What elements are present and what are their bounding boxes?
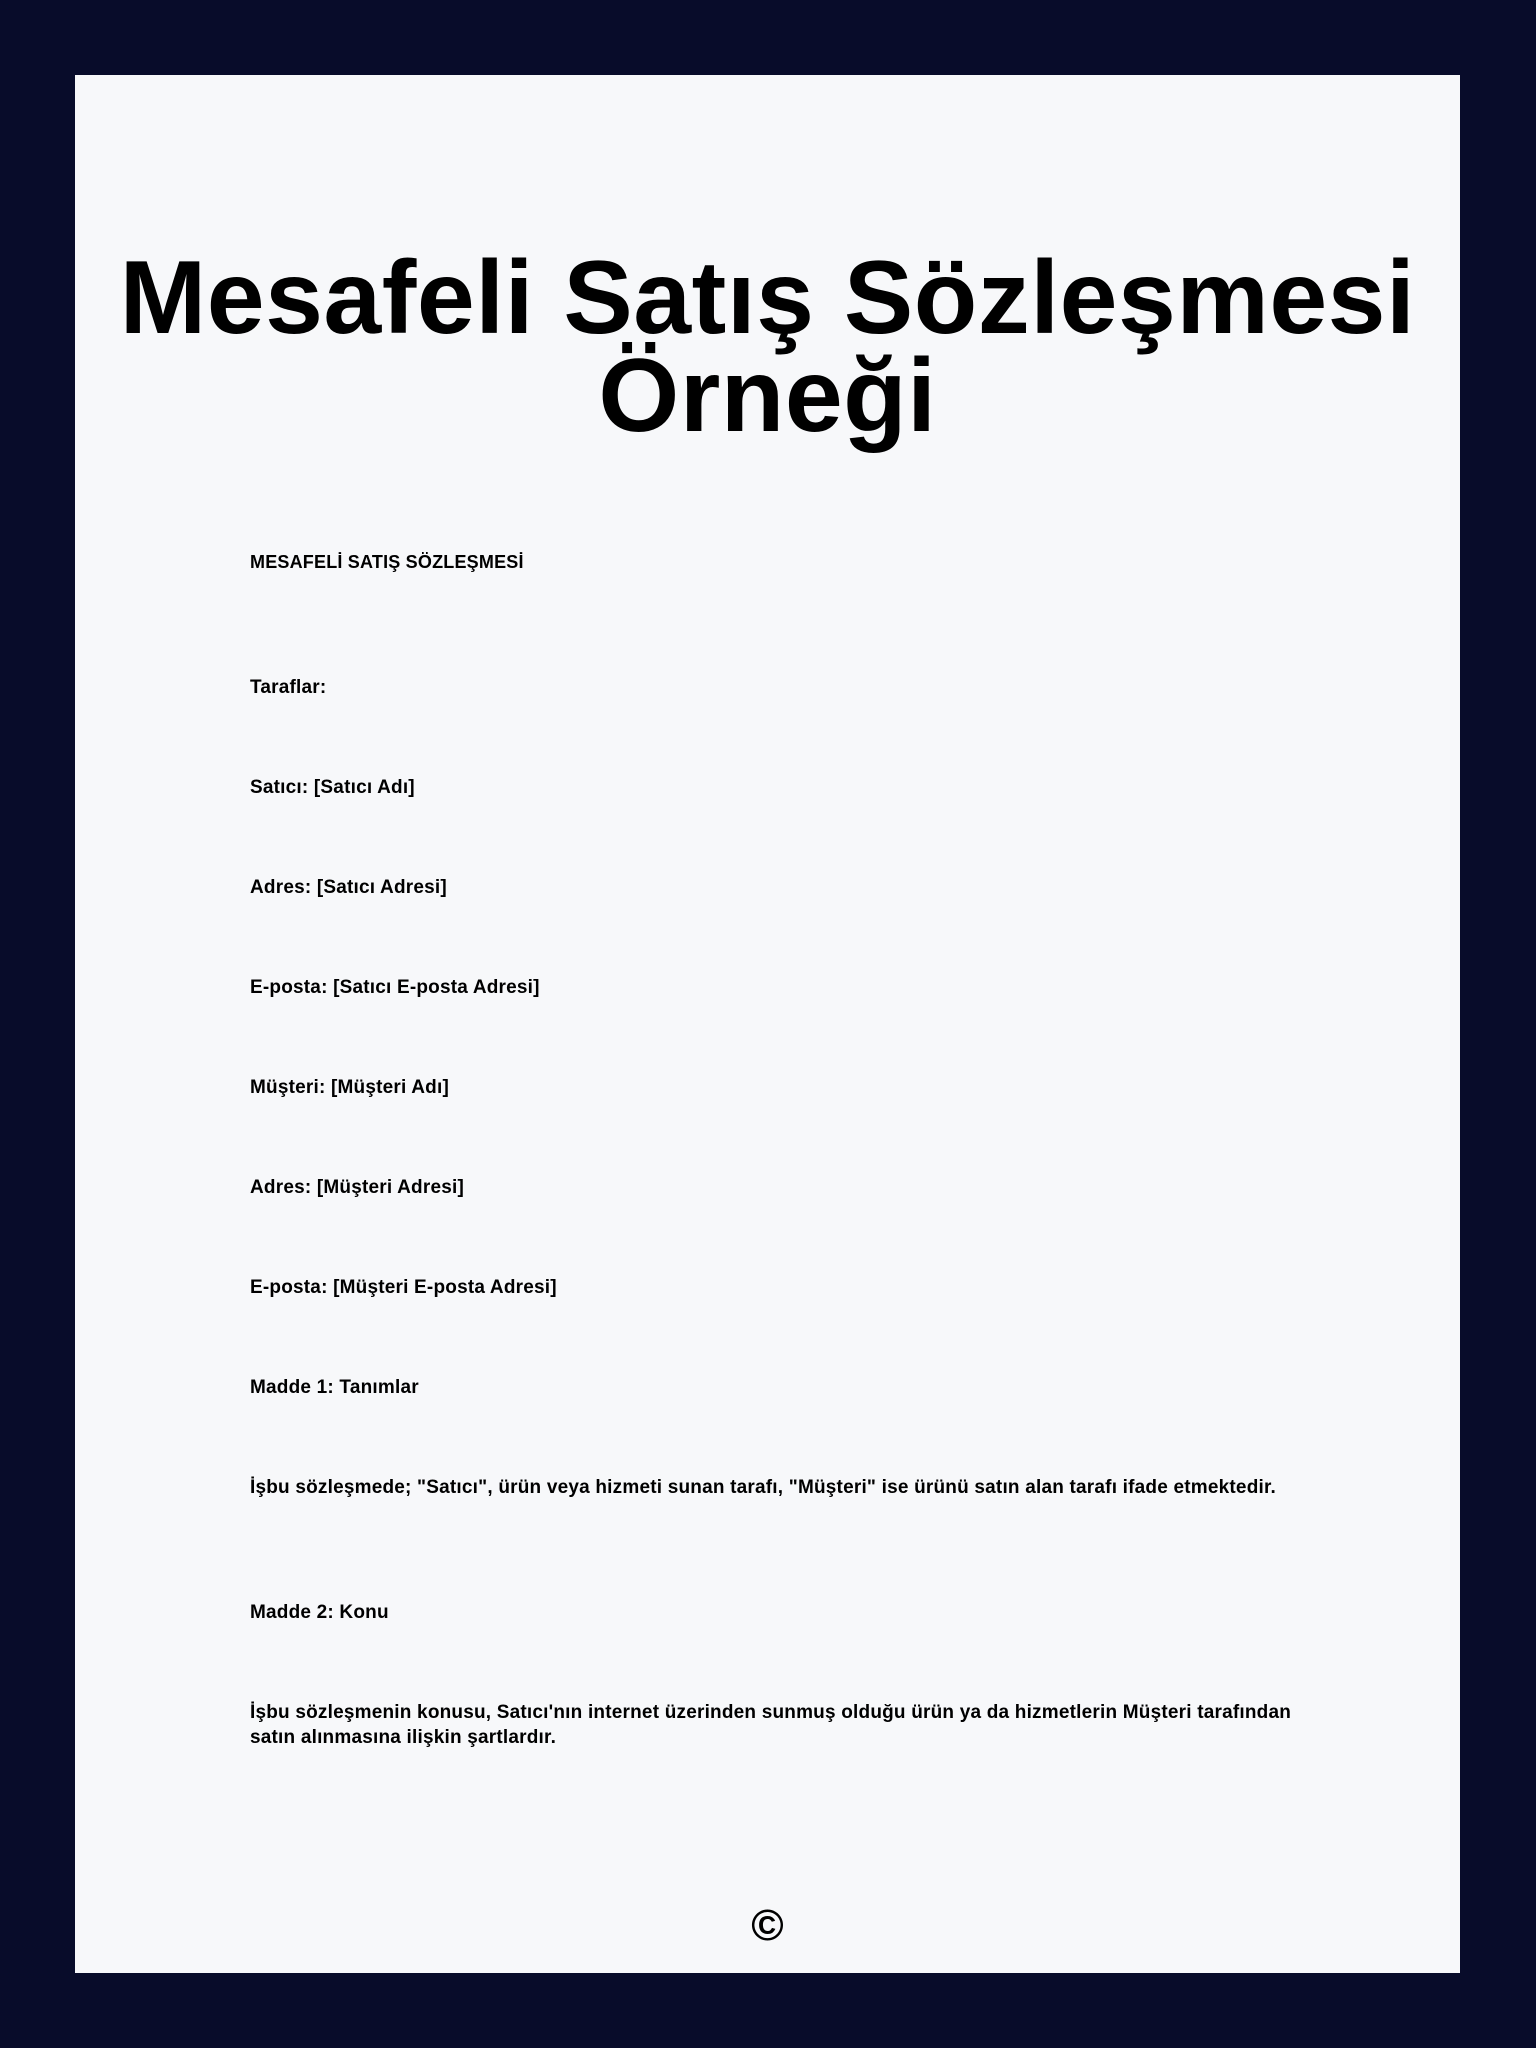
article-2-heading: Madde 2: Konu [250, 1602, 389, 1623]
customer-address: Adres: [Müşteri Adresi] [250, 1177, 464, 1198]
parties-label: Taraflar: [250, 677, 327, 698]
contract-heading: MESAFELİ SATIŞ SÖZLEŞMESİ [250, 552, 524, 572]
article-1-heading: Madde 1: Tanımlar [250, 1377, 419, 1398]
document-title-line-1: Mesafeli Satış Sözleşmesi [119, 240, 1416, 356]
seller-name: Satıcı: [Satıcı Adı] [250, 777, 415, 798]
customer-email: E-posta: [Müşteri E-posta Adresi] [250, 1277, 557, 1298]
document-title-line-2: Örneği [598, 338, 937, 454]
seller-address: Adres: [Satıcı Adresi] [250, 877, 447, 898]
seller-email: E-posta: [Satıcı E-posta Adresi] [250, 977, 540, 998]
document-title [75, 240, 1460, 454]
article-2-text: İşbu sözleşmenin konusu, Satıcı'nın internet üzerinden sunmuş olduğu ürün ya da hizmetlerin Müşteri tarafından satın alınmasına ilişkin şartlardır. [250, 1702, 1292, 1748]
copyright-icon: © [751, 1901, 784, 1950]
customer-name: Müşteri: [Müşteri Adı] [250, 1077, 449, 1098]
document-page [75, 75, 1460, 1973]
article-1-text: İşbu sözleşmede; "Satıcı", ürün veya hizmeti sunan tarafı, "Müşteri" ise ürünü satın alan tarafı ifade etmektedir. [250, 1477, 1277, 1498]
